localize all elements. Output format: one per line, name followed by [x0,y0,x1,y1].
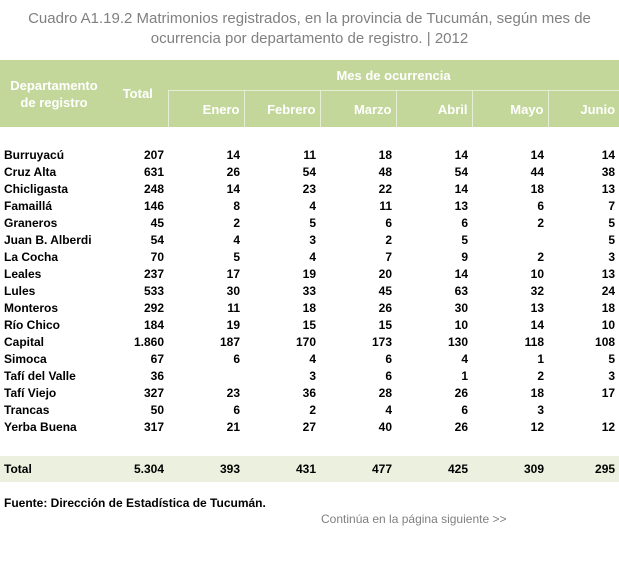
month-value: 14 [530,318,544,332]
month-value: 30 [226,284,240,298]
month-value: 45 [378,284,392,298]
row-total: 1.860 [133,335,164,349]
month-value: 5 [233,250,240,264]
gap-row-cell [0,436,619,456]
header-total: Total [122,86,153,101]
month-value: 10 [601,318,616,332]
table-row [0,181,619,198]
month-value: 5 [608,216,616,230]
month-value [548,402,619,419]
header-month-5: Mayo [472,91,548,128]
month-total: 431 [244,456,320,482]
row-total: 292 [143,301,164,315]
header-row-top [0,60,619,91]
department-name: Monteros [4,301,58,315]
month-value: 11 [227,301,240,315]
month-total: 393 [168,456,244,482]
month-value: 18 [378,148,392,162]
month-value: 15 [378,318,392,332]
department-name: Capital [4,335,45,349]
month-value: 30 [454,301,468,315]
month-value: 4 [385,403,392,417]
month-value: 20 [378,267,392,281]
row-total: 207 [143,148,164,162]
month-value: 17 [601,386,616,400]
month-value: 6 [233,352,240,366]
month-value: 36 [302,386,316,400]
month-value: 6 [385,369,392,383]
month-value: 118 [524,335,544,349]
month-value: 14 [601,148,616,162]
total-label: Total [0,456,108,482]
month-value: 170 [295,335,316,349]
month-value: 14 [226,182,240,196]
month-value: 2 [537,250,544,264]
month-value: 18 [530,182,544,196]
table-row [0,300,619,317]
department-name: Leales [4,267,42,281]
month-value: 3 [309,369,316,383]
month-value: 18 [302,301,316,315]
header-month-4: Abril [396,91,472,128]
month-value [168,368,244,385]
table-row [0,419,619,436]
month-value: 19 [302,267,316,281]
table-row [0,402,619,419]
row-total: 54 [150,233,164,247]
month-value: 18 [530,386,544,400]
row-total: 36 [150,369,164,383]
month-value: 2 [537,216,544,230]
month-value: 28 [378,386,392,400]
month-value: 4 [309,352,316,366]
month-value: 2 [233,216,240,230]
month-value: 18 [601,301,616,315]
month-value: 3 [537,403,544,417]
table-row [0,368,619,385]
department-name: Chicligasta [4,182,69,196]
row-total: 45 [150,216,164,230]
row-total: 184 [143,318,164,332]
month-value: 3 [608,369,616,383]
row-total: 50 [150,403,164,417]
month-value: 21 [226,420,240,434]
row-total: 237 [143,267,164,281]
month-value: 14 [454,267,468,281]
month-value: 2 [537,369,544,383]
table-title [0,9,619,49]
month-value: 17 [226,267,240,281]
row-total: 67 [150,352,164,366]
month-value: 6 [385,216,392,230]
table-row [0,147,619,164]
month-value: 26 [454,386,468,400]
gap-row [0,436,619,456]
month-value: 4 [309,199,316,213]
table-row [0,334,619,351]
row-total: 248 [143,182,164,196]
row-total: 327 [143,386,164,400]
marriages-table [0,60,619,482]
month-value: 2 [309,403,316,417]
row-total: 533 [143,284,164,298]
row-total: 631 [143,165,164,179]
department-name: Yerba Buena [4,420,77,434]
month-value: 23 [302,182,316,196]
month-value: 12 [601,420,616,434]
header-month-1: Enero [168,91,244,128]
month-value: 6 [233,403,240,417]
header-department-line2: de registro [20,94,88,110]
table-row [0,317,619,334]
month-value: 5 [461,233,468,247]
department-name: Tafí Viejo [4,386,57,400]
month-value: 10 [454,318,468,332]
month-value: 1 [537,352,544,366]
month-value: 15 [302,318,316,332]
month-value: 27 [302,420,316,434]
spacer-row-cell [0,127,619,147]
month-value: 14 [226,148,240,162]
month-value: 40 [378,420,392,434]
month-value: 5 [608,233,616,247]
month-value: 14 [530,148,544,162]
department-name: Tafí del Valle [4,369,76,383]
spacer-row [0,127,619,147]
month-value: 5 [309,216,316,230]
table-row [0,232,619,249]
month-value: 5 [608,352,616,366]
month-value: 4 [309,250,316,264]
month-value: 38 [601,165,616,179]
department-name: Río Chico [4,318,60,332]
total-row [0,456,619,482]
month-value: 1 [461,369,468,383]
month-value: 54 [302,165,316,179]
department-name: Cruz Alta [4,165,57,179]
month-value: 44 [530,165,544,179]
month-value: 14 [454,182,468,196]
month-value: 11 [303,148,316,162]
month-value: 12 [530,420,544,434]
department-name: Lules [4,284,36,298]
month-value: 13 [530,301,544,315]
table-row [0,283,619,300]
department-name: Graneros [4,216,58,230]
table-row [0,266,619,283]
department-name: Simoca [4,352,47,366]
source-note: Fuente: Dirección de Estadística de Tucumán. [4,496,266,510]
department-name: La Cocha [4,250,59,264]
month-value: 173 [371,335,392,349]
header-month-2: Febrero [244,91,320,128]
table-row [0,385,619,402]
month-value: 26 [454,420,468,434]
month-total: 477 [320,456,396,482]
row-total: 146 [143,199,164,213]
month-total: 425 [396,456,472,482]
table-row [0,351,619,368]
title-line-1: Cuadro A1.19.2 Matrimonios registrados, en la provincia de Tucumán, según mes de [28,10,591,27]
month-value: 6 [537,199,544,213]
month-value: 54 [454,165,468,179]
month-value: 3 [309,233,316,247]
month-value: 23 [226,386,240,400]
department-name: Trancas [4,403,50,417]
month-value: 14 [454,148,468,162]
month-value: 22 [378,182,392,196]
month-value: 48 [378,165,392,179]
month-value: 33 [302,284,316,298]
header-month-group: Mes de ocurrencia [168,60,619,91]
grand-total: 5.304 [108,456,168,482]
table-row [0,249,619,266]
month-value: 3 [608,250,616,264]
row-total: 70 [150,250,164,264]
month-value: 13 [601,182,616,196]
month-value: 63 [454,284,468,298]
month-value: 13 [454,199,468,213]
month-value: 32 [530,284,544,298]
month-value: 19 [226,318,240,332]
month-value: 7 [608,199,616,213]
table-body [0,127,619,482]
month-value [472,232,548,249]
month-value: 6 [461,216,468,230]
header-month-3: Marzo [320,91,396,128]
month-value: 8 [233,199,240,213]
department-name: Burruyacú [4,148,65,162]
month-value: 4 [461,352,468,366]
month-value: 6 [461,403,468,417]
month-value: 2 [385,233,392,247]
month-value: 187 [219,335,240,349]
department-name: Famaillá [4,199,53,213]
row-total: 317 [143,420,164,434]
month-value: 4 [233,233,240,247]
month-value: 6 [385,352,392,366]
month-total: 309 [472,456,548,482]
continue-link[interactable]: Continúa en la página siguiente >> [321,512,507,526]
month-total: 295 [548,456,619,482]
month-value: 7 [385,250,392,264]
month-value: 9 [461,250,468,264]
header-department [0,60,108,127]
month-value: 26 [378,301,392,315]
department-name: Juan B. Alberdi [4,233,92,247]
month-value: 13 [601,267,616,281]
month-value: 24 [601,284,616,298]
table-row [0,164,619,181]
month-value: 11 [379,199,392,213]
header-department-line1: Departamento [10,77,98,93]
header-month-6: Junio [548,91,619,128]
month-value: 130 [447,335,468,349]
title-line-2: ocurrencia por departamento de registro. | 2012 [150,30,469,47]
month-value: 108 [595,335,616,349]
table-row [0,215,619,232]
table-row [0,198,619,215]
month-value: 10 [530,267,544,281]
month-value: 26 [226,165,240,179]
